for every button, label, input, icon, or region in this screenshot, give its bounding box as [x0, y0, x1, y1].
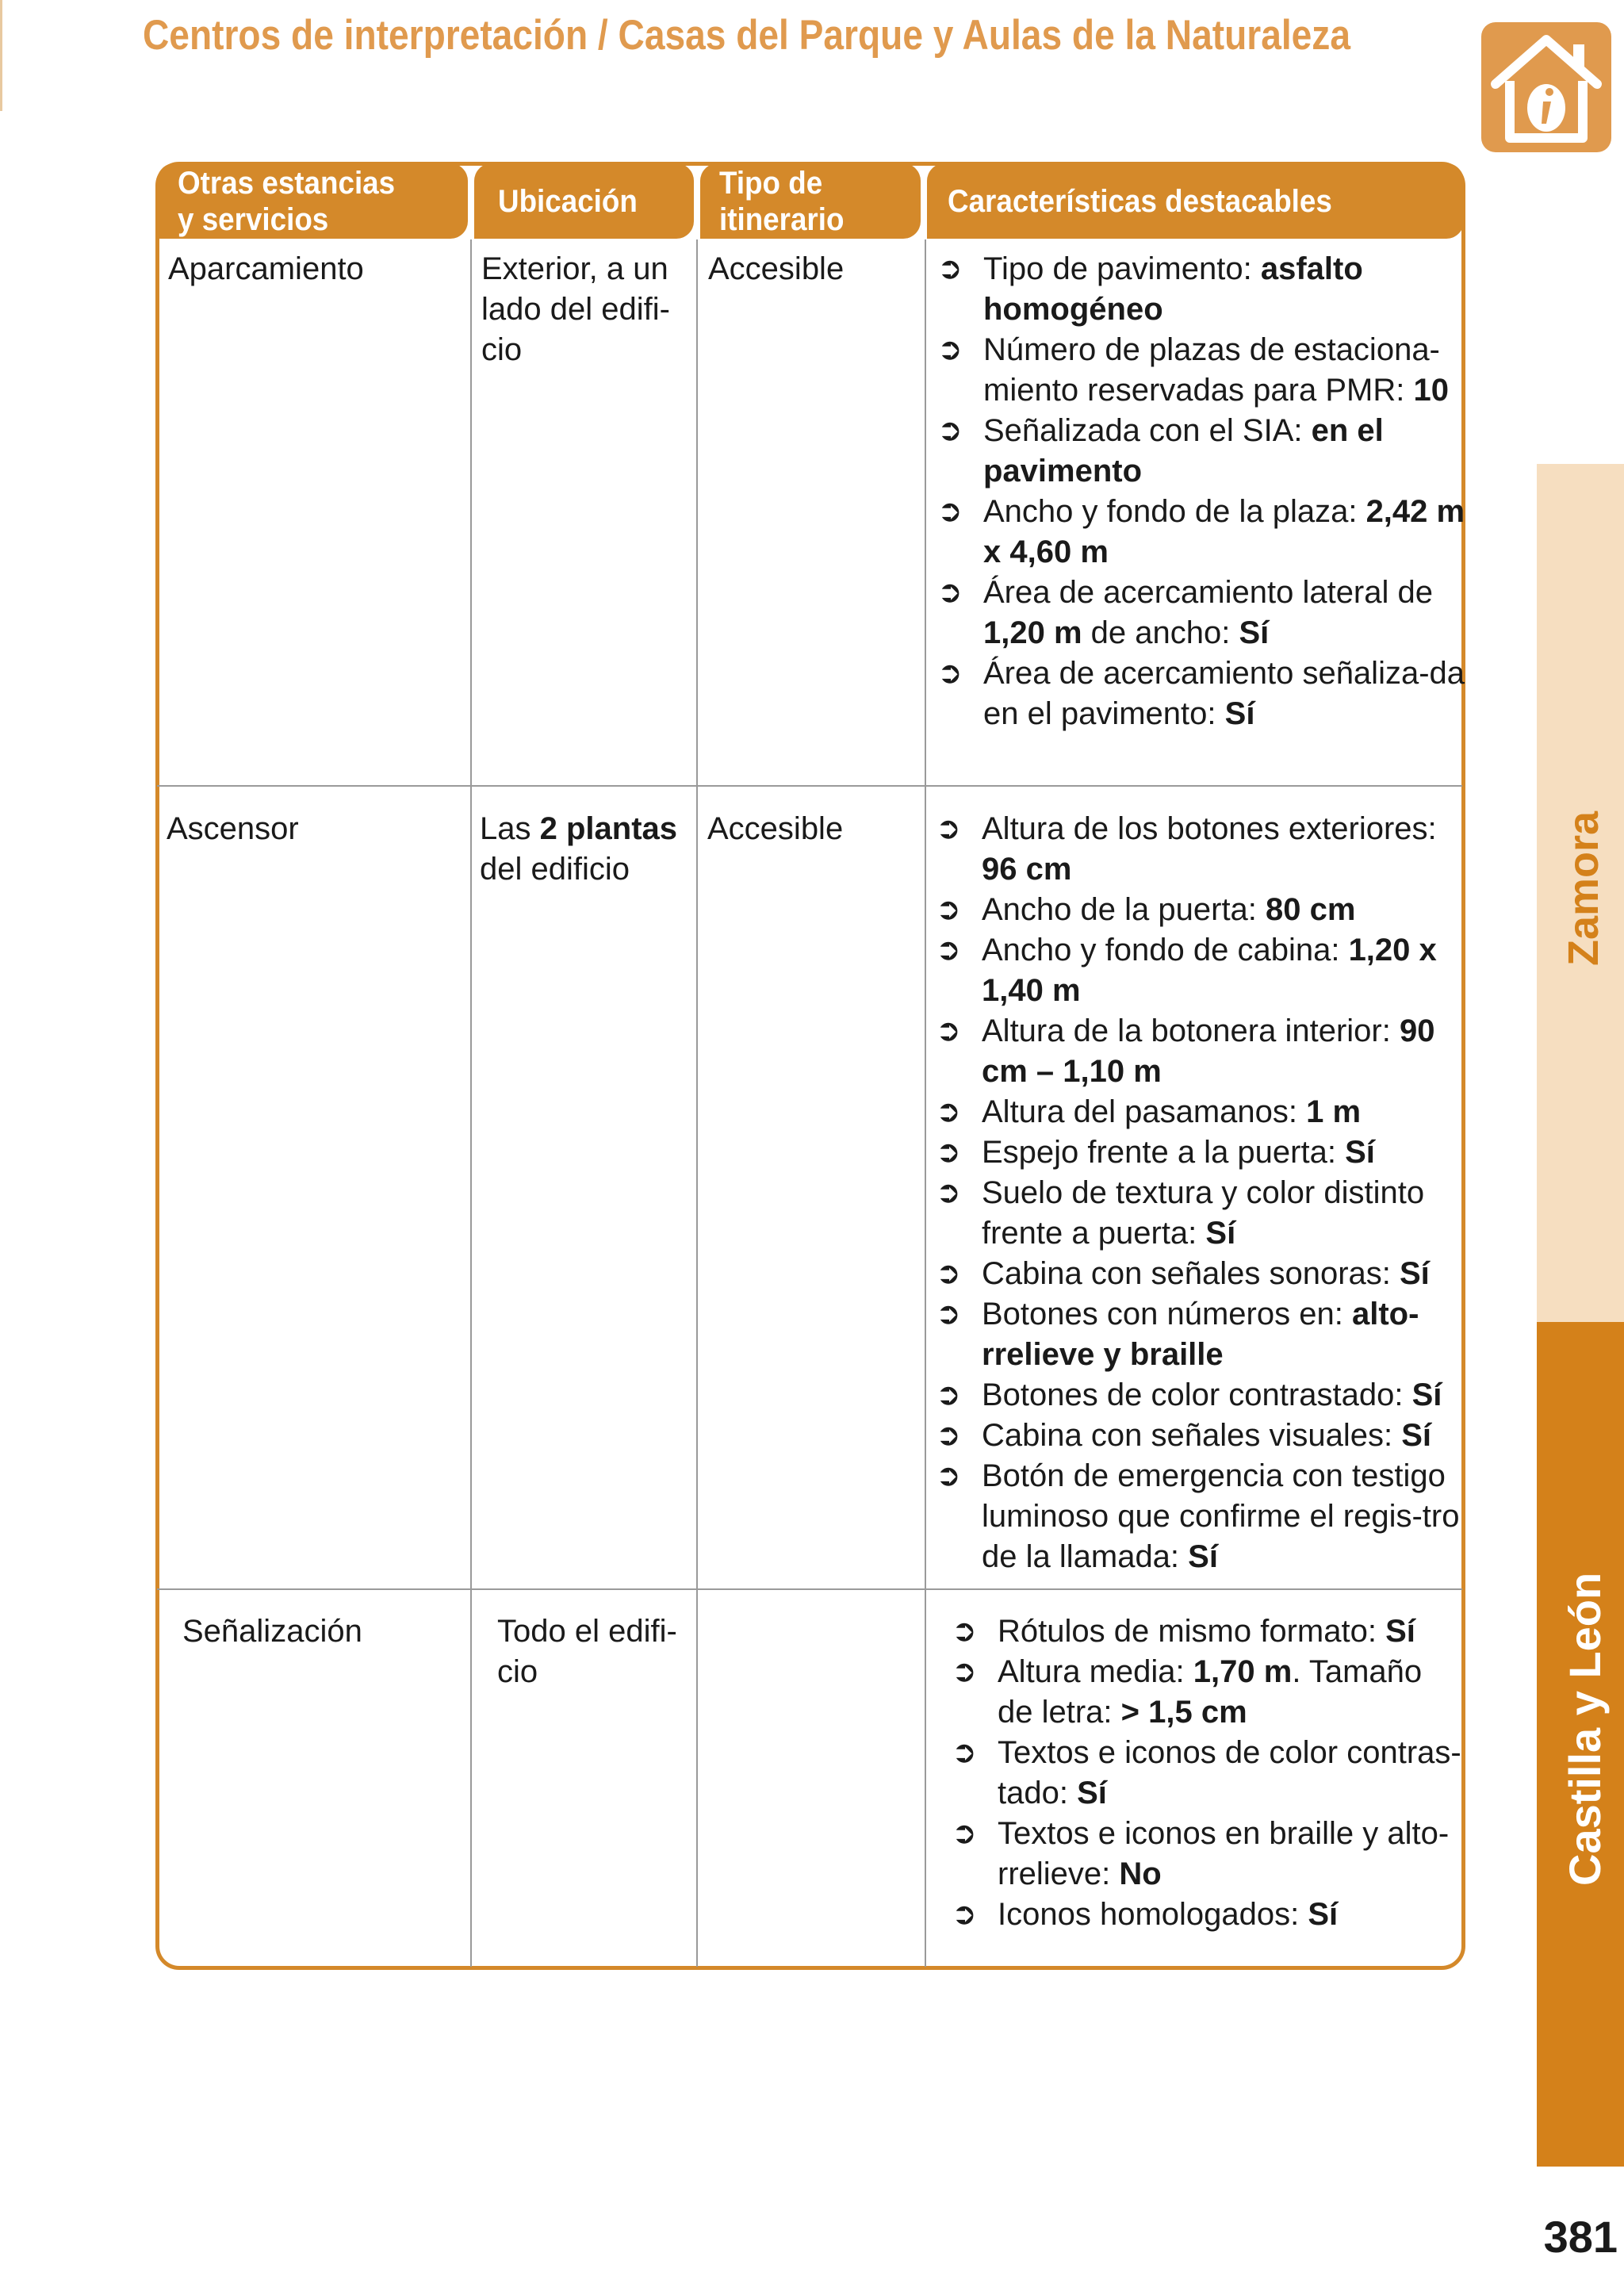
- arrow-bullet-icon: ➲: [937, 414, 963, 447]
- feature-item: ➲ Señalizada con el SIA: en el pavimento: [926, 411, 1465, 492]
- column-header-itinerary: Tipo de itinerario: [700, 163, 921, 239]
- table-row-location: Todo el edifi- cio: [497, 1614, 677, 1689]
- arrow-bullet-icon: ➲: [937, 495, 963, 528]
- feature-item: ➲ Cabina con señales visuales: Sí: [925, 1416, 1464, 1456]
- arrow-bullet-icon: ➲: [936, 1378, 961, 1412]
- arrow-bullet-icon: ➲: [952, 1817, 977, 1850]
- arrow-bullet-icon: ➲: [937, 333, 963, 366]
- feature-item: ➲ Área de acercamiento señaliza-da en el pavimento: Sí: [926, 653, 1465, 734]
- arrow-bullet-icon: ➲: [937, 657, 963, 690]
- arrow-bullet-icon: ➲: [936, 812, 961, 845]
- feature-item: ➲ Botones con números en: alto-rrelieve y braille: [925, 1294, 1464, 1375]
- feature-item: ➲ Botones de color contrastado: Sí: [925, 1375, 1464, 1416]
- feature-item: ➲ Suelo de textura y color distinto frente a puerta: Sí: [925, 1173, 1464, 1254]
- arrow-bullet-icon: ➲: [936, 893, 961, 926]
- side-tab-region-label: Zamora: [1560, 810, 1607, 966]
- feature-list: [926, 249, 1465, 734]
- feature-list: [925, 809, 1464, 1577]
- table-row-itinerary: Accesible: [707, 811, 844, 846]
- page-title: Centros de interpretación / Casas del Parque y Aulas de la Naturaleza: [143, 12, 1351, 59]
- arrow-bullet-icon: ➲: [936, 1176, 961, 1209]
- arrow-bullet-icon: ➲: [952, 1898, 977, 1931]
- arrow-bullet-icon: ➲: [936, 1014, 961, 1048]
- table-row-name: Aparcamiento: [168, 251, 364, 286]
- feature-item: ➲ Número de plazas de estaciona-miento reservadas para PMR: 10: [926, 330, 1465, 411]
- column-header-location: Ubicación: [474, 163, 694, 239]
- table-row-name: Ascensor: [167, 811, 299, 846]
- row-divider: [157, 785, 1462, 787]
- feature-item: ➲ Iconos homologados: Sí: [940, 1895, 1464, 1935]
- feature-item: ➲ Ancho y fondo de la plaza: 2,42 m x 4,60 m: [926, 492, 1465, 573]
- feature-item: ➲ Altura de la botonera interior: 90 cm – 1,10 m: [925, 1011, 1464, 1092]
- feature-item: ➲ Textos e iconos en braille y alto-rrelieve: No: [940, 1814, 1464, 1895]
- feature-item: ➲ Ancho y fondo de cabina: 1,20 x 1,40 m: [925, 930, 1464, 1011]
- feature-item: ➲ Cabina con señales sonoras: Sí: [925, 1254, 1464, 1294]
- feature-item: ➲ Rótulos de mismo formato: Sí: [940, 1611, 1464, 1652]
- table-row-name: Señalización: [182, 1614, 362, 1649]
- arrow-bullet-icon: ➲: [937, 252, 963, 285]
- feature-item: ➲ Altura media: 1,70 m. Tamaño de letra: > 1,5 cm: [940, 1652, 1464, 1733]
- column-header-features: Características destacables: [927, 163, 1464, 239]
- arrow-bullet-icon: ➲: [936, 1297, 961, 1331]
- feature-item: ➲ Altura del pasamanos: 1 m: [925, 1092, 1464, 1132]
- table-row-location: Exterior, a un lado del edifi- cio: [481, 251, 670, 367]
- left-edge-rule: [0, 0, 2, 111]
- arrow-bullet-icon: ➲: [936, 933, 961, 967]
- feature-item: ➲ Ancho de la puerta: 80 cm: [925, 890, 1464, 930]
- row-divider: [157, 1588, 1462, 1590]
- feature-item: ➲ Espejo frente a la puerta: Sí: [925, 1132, 1464, 1173]
- column-header-services: Otras estancias y servicios: [157, 163, 468, 239]
- arrow-bullet-icon: ➲: [952, 1655, 977, 1688]
- feature-item: ➲ Área de acercamiento lateral de 1,20 m de ancho: Sí: [926, 573, 1465, 653]
- house-info-icon: [1478, 19, 1614, 155]
- arrow-bullet-icon: ➲: [936, 1136, 961, 1169]
- feature-item: ➲ Botón de emergencia con testigo luminoso que confirme el regis-tro de la llamada: Sí: [925, 1456, 1464, 1577]
- table-row-location: Las 2 plantas del edificio: [480, 811, 678, 887]
- arrow-bullet-icon: ➲: [952, 1615, 977, 1648]
- arrow-bullet-icon: ➲: [936, 1095, 961, 1128]
- column-divider: [470, 239, 472, 1967]
- arrow-bullet-icon: ➲: [936, 1459, 961, 1492]
- feature-item: ➲ Altura de los botones exteriores: 96 cm: [925, 809, 1464, 890]
- arrow-bullet-icon: ➲: [952, 1736, 977, 1769]
- feature-list: [940, 1611, 1464, 1935]
- table-row-itinerary: Accesible: [708, 251, 845, 286]
- arrow-bullet-icon: ➲: [936, 1419, 961, 1452]
- side-tab-community-label: Castilla y León: [1560, 1572, 1610, 1886]
- arrow-bullet-icon: ➲: [937, 576, 963, 609]
- arrow-bullet-icon: ➲: [936, 1257, 961, 1290]
- feature-item: ➲ Textos e iconos de color contras-tado: Sí: [940, 1733, 1464, 1814]
- feature-item: ➲ Tipo de pavimento: asfalto homogéneo: [926, 249, 1465, 330]
- page-number: 381: [1543, 2212, 1618, 2262]
- column-divider: [696, 239, 698, 1967]
